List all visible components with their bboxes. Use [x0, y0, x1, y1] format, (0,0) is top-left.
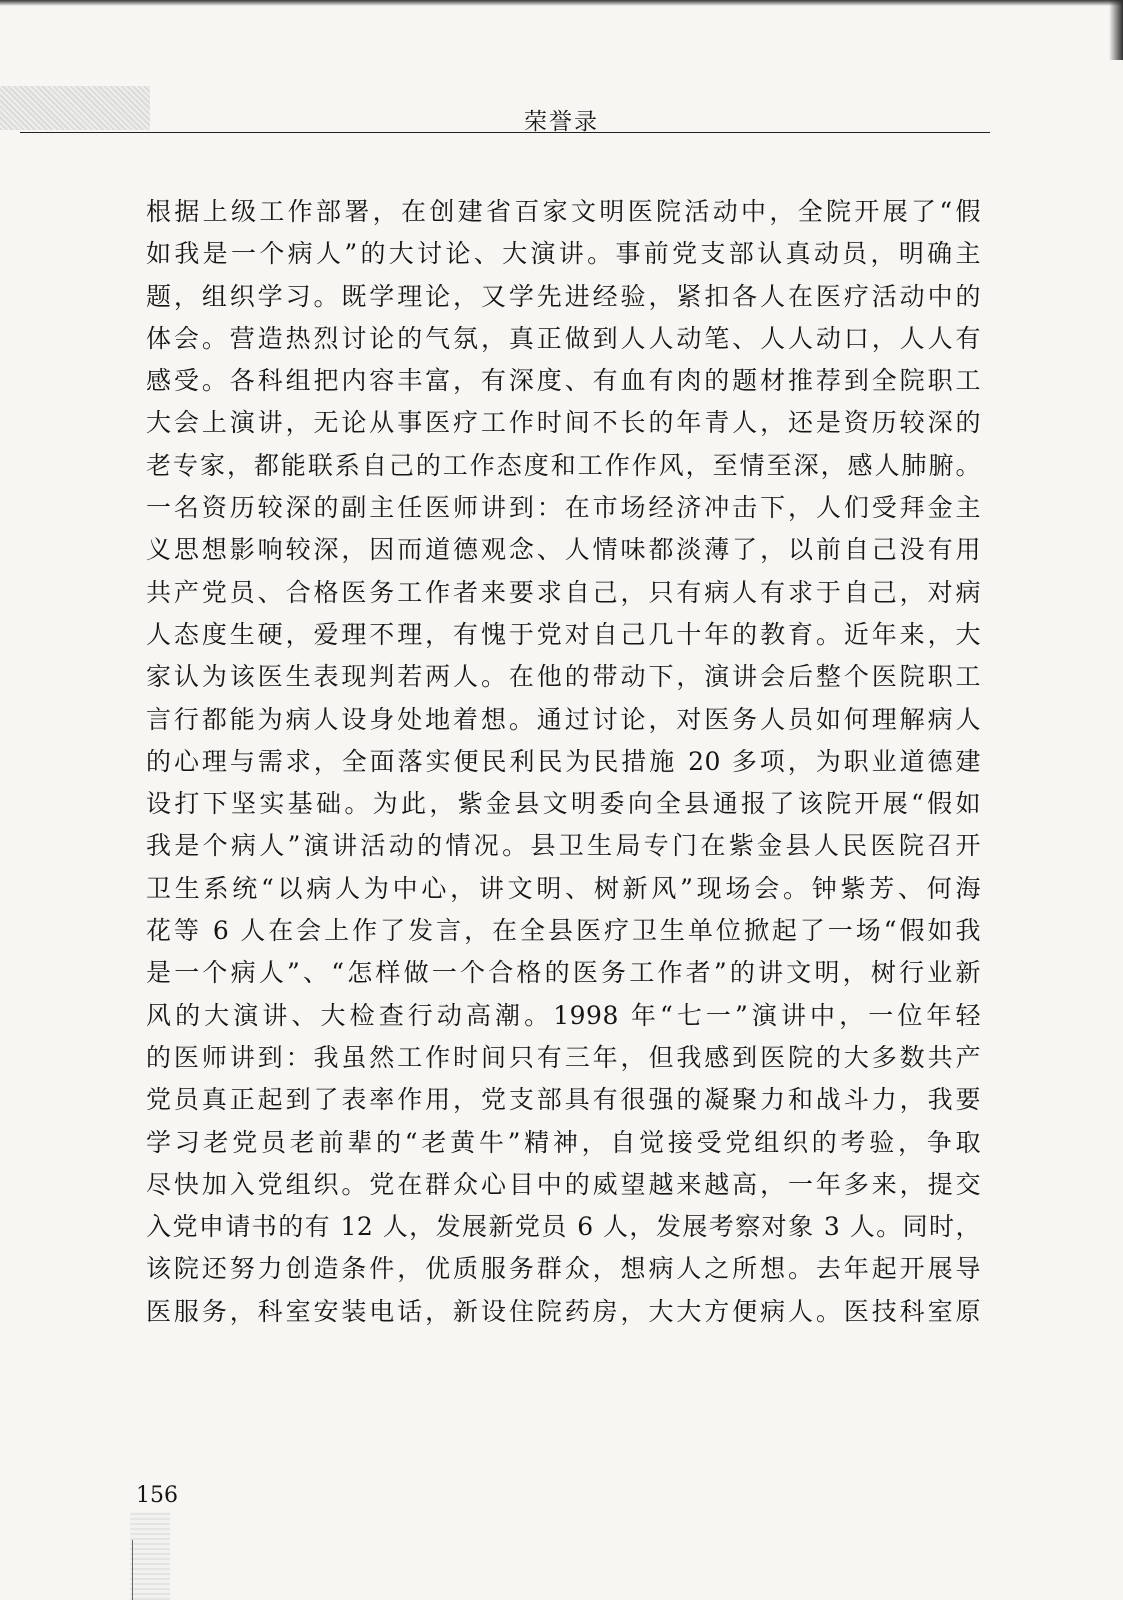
text-line: 尽快加入党组织。党在群众心目中的威望越来越高，一年多来，提交	[146, 1169, 981, 1199]
text-line: 花等 6 人在会上作了发言，在全县医疗卫生单位掀起了一场“假如我	[146, 916, 981, 946]
text-line: 共产党员、合格医务工作者来要求自己，只有病人有求于自己，对病	[146, 577, 981, 607]
body-text	[146, 191, 981, 1333]
text-line: 设打下坚实基础。为此，紫金县文明委向全县通报了该院开展“假如	[146, 789, 981, 819]
text-line: 的心理与需求，全面落实便民利民为民措施 20 多项，为职业道德建	[146, 746, 981, 776]
scan-edge-top	[0, 0, 1123, 6]
text-line: 家认为该医生表现判若两人。在他的带动下，演讲会后整个医院职工	[146, 662, 981, 692]
text-line: 风的大演讲、大检查行动高潮。1998 年“七一”演讲中，一位年轻	[146, 1000, 981, 1030]
page-number: 156	[136, 1483, 178, 1508]
text-line: 老专家，都能联系自己的工作态度和工作作风，至情至深，感人肺腑。	[146, 450, 981, 480]
text-line: 题，组织学习。既学理论，又学先进经验，紧扣各人在医疗活动中的	[146, 281, 981, 311]
text-line: 言行都能为病人设身处地着想。通过讨论，对医务人员如何理解病人	[146, 704, 981, 734]
scan-margin-mark	[132, 1540, 133, 1600]
text-line: 医服务，科室安装电话，新设住院药房，大大方便病人。医技科室原	[146, 1296, 981, 1326]
text-line: 我是个病人”演讲活动的情况。县卫生局专门在紫金县人民医院召开	[146, 831, 981, 861]
text-line: 该院还努力创造条件，优质服务群众，想病人之所想。去年起开展导	[146, 1254, 981, 1284]
text-line: 一名资历较深的副主任医师讲到：在市场经济冲击下，人们受拜金主	[146, 493, 981, 523]
scan-shading-footer	[130, 1512, 170, 1600]
header-rule	[20, 132, 990, 133]
text-line: 感受。各科组把内容丰富，有深度、有血有肉的题材推荐到全院职工	[146, 366, 981, 396]
text-line: 义思想影响较深，因而道德观念、人情味都淡薄了，以前自己没有用	[146, 535, 981, 565]
text-line: 体会。营造热烈讨论的气氛，真正做到人人动笔、人人动口，人人有	[146, 323, 981, 353]
text-line: 党员真正起到了表率作用，党支部具有很强的凝聚力和战斗力，我要	[146, 1085, 981, 1115]
running-head-title: 荣誉录	[524, 109, 599, 135]
text-line: 大会上演讲，无论从事医疗工作时间不长的年青人，还是资历较深的	[146, 408, 981, 438]
text-line: 卫生系统“以病人为中心，讲文明、树新风”现场会。钟紫芳、何海	[146, 873, 981, 903]
text-line: 是一个病人”、“怎样做一个合格的医务工作者”的讲文明，树行业新	[146, 958, 981, 988]
text-line: 的医师讲到：我虽然工作时间只有三年，但我感到医院的大多数共产	[146, 1042, 981, 1072]
text-line: 学习老党员老前辈的“老黄牛”精神，自觉接受党组织的考验，争取	[146, 1127, 981, 1157]
text-line: 根据上级工作部署，在创建省百家文明医院活动中，全院开展了“假	[146, 197, 981, 226]
scan-edge-right	[1109, 0, 1123, 60]
text-line: 人态度生硬，爱理不理，有愧于党对自己几十年的教育。近年来，大	[146, 619, 981, 649]
text-line: 如我是一个病人”的大讨论、大演讲。事前党支部认真动员，明确主	[146, 239, 981, 269]
text-line: 入党申请书的有 12 人，发展新党员 6 人，发展考察对象 3 人。同时，	[146, 1212, 981, 1242]
